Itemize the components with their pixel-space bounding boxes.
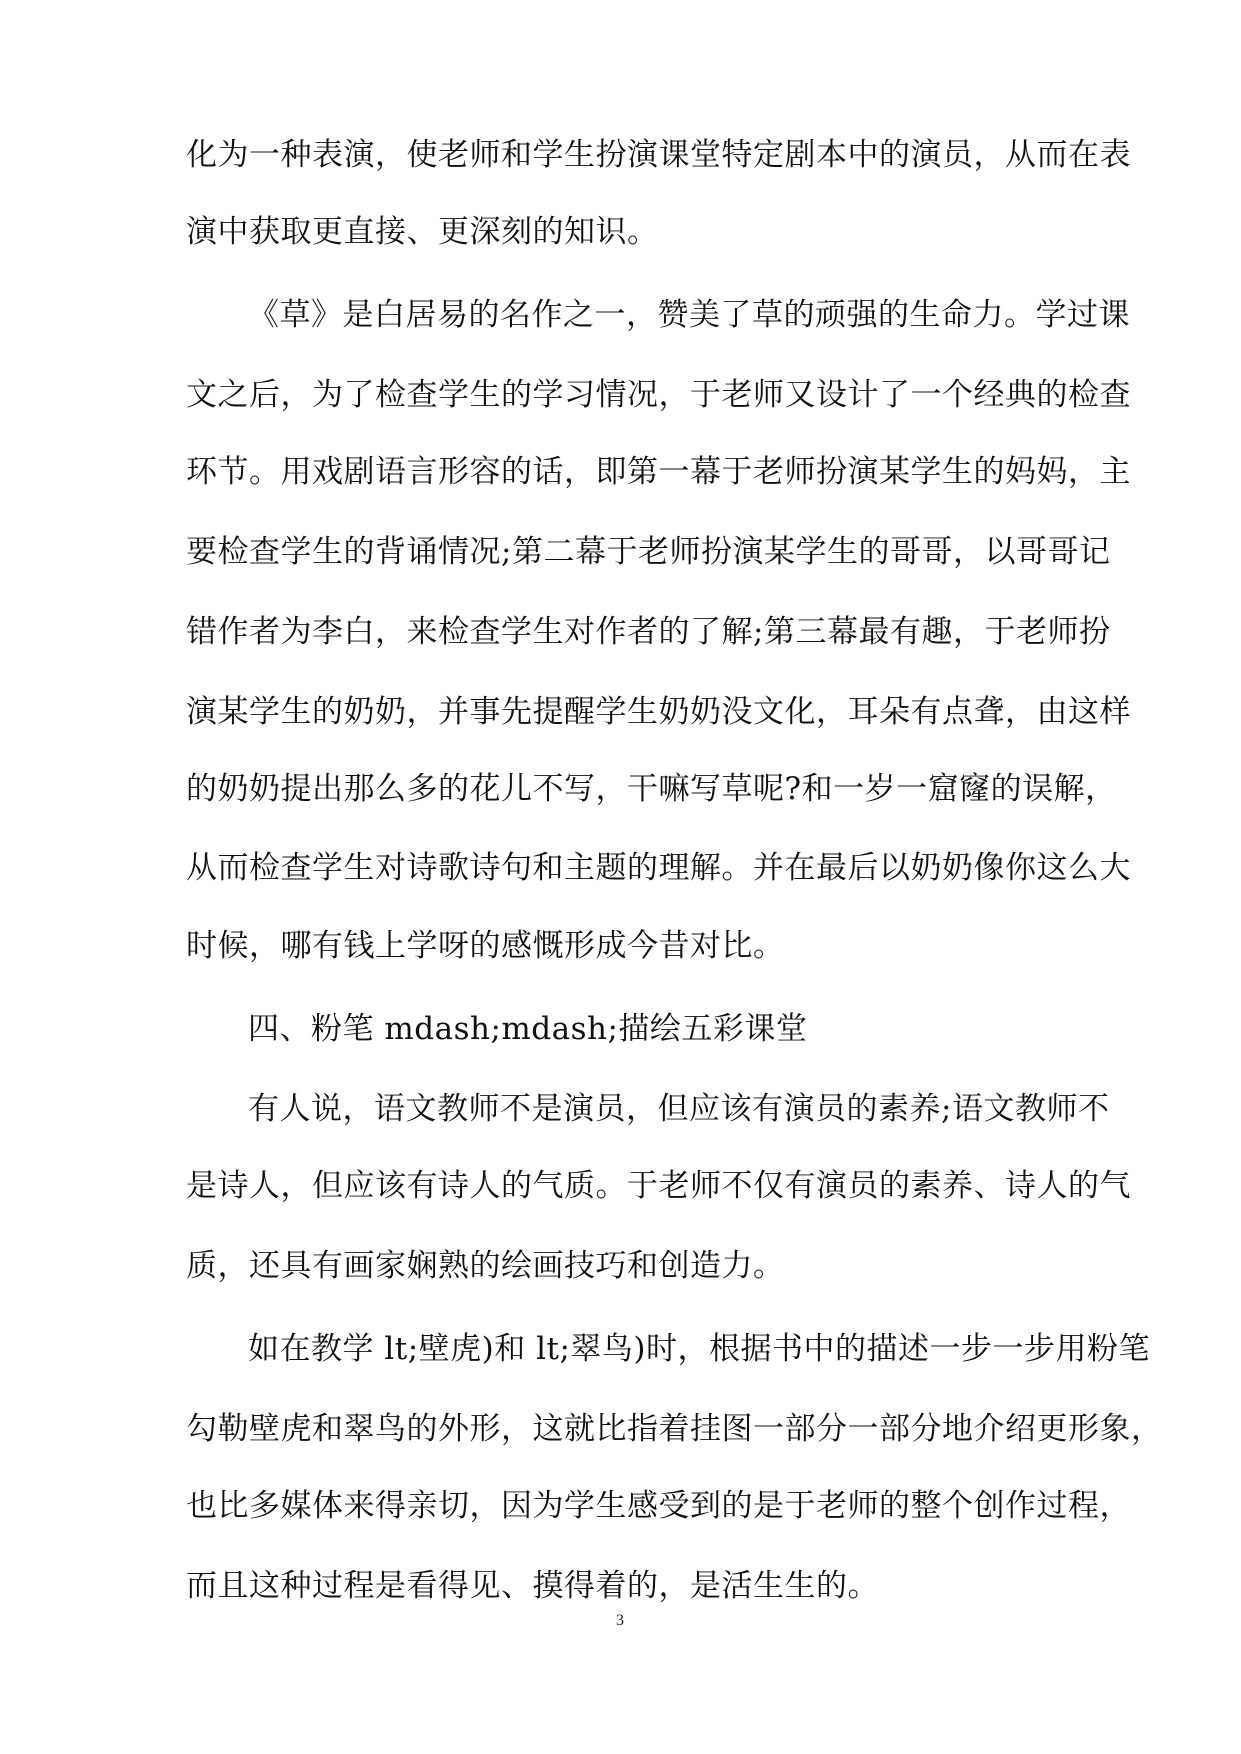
paragraph-start: 如在教学 lt;壁虎)和 lt;翠鸟)时，根据书中的描述一步一步用粉笔 (248, 1331, 1151, 1367)
text-line: 也比多媒体来得亲切，因为学生感受到的是于老师的整个创作过程， (186, 1488, 1131, 1524)
paragraph-start: 《草》是白居易的名作之一，赞美了草的顽强的生命力。学过课 (248, 297, 1130, 333)
text-line: 化为一种表演，使老师和学生扮演课堂特定剧本中的演员，从而在表 (186, 137, 1131, 173)
text-line: 而且这种过程是看得见、摸得着的，是活生生的。 (186, 1568, 879, 1604)
text-line: 错作者为李白，来检查学生对作者的了解;第三幕最有趣，于老师扮 (186, 614, 1111, 650)
text-line: 质，还具有画家娴熟的绘画技巧和创造力。 (186, 1248, 785, 1284)
text-line: 演某学生的奶奶，并事先提醒学生奶奶没文化，耳朵有点聋，由这样 (186, 694, 1131, 730)
text-line: 要检查学生的背诵情况;第二幕于老师扮演某学生的哥哥，以哥哥记 (186, 534, 1111, 570)
page-number: 3 (616, 1612, 624, 1629)
text-line: 环节。用戏剧语言形容的话，即第一幕于老师扮演某学生的妈妈，主 (186, 454, 1131, 490)
text-line: 文之后，为了检查学生的学习情况，于老师又设计了一个经典的检查 (186, 377, 1131, 413)
section-heading: 四、粉笔 mdash;mdash;描绘五彩课堂 (248, 1011, 808, 1047)
text-line: 勾勒壁虎和翠鸟的外形，这就比指着挂图一部分一部分地介绍更形象， (186, 1411, 1163, 1447)
paragraph-start: 有人说，语文教师不是演员，但应该有演员的素养;语文教师不 (248, 1091, 1110, 1127)
text-line: 从而检查学生对诗歌诗句和主题的理解。并在最后以奶奶像你这么大 (186, 850, 1131, 886)
text-line: 时候，哪有钱上学呀的感慨形成今昔对比。 (186, 928, 785, 964)
text-line: 的奶奶提出那么多的花儿不写，干嘛写草呢?和一岁一窟窿的误解， (186, 771, 1117, 807)
text-line: 是诗人，但应该有诗人的气质。于老师不仅有演员的素养、诗人的气 (186, 1168, 1131, 1204)
text-line: 演中获取更直接、更深刻的知识。 (186, 214, 659, 250)
